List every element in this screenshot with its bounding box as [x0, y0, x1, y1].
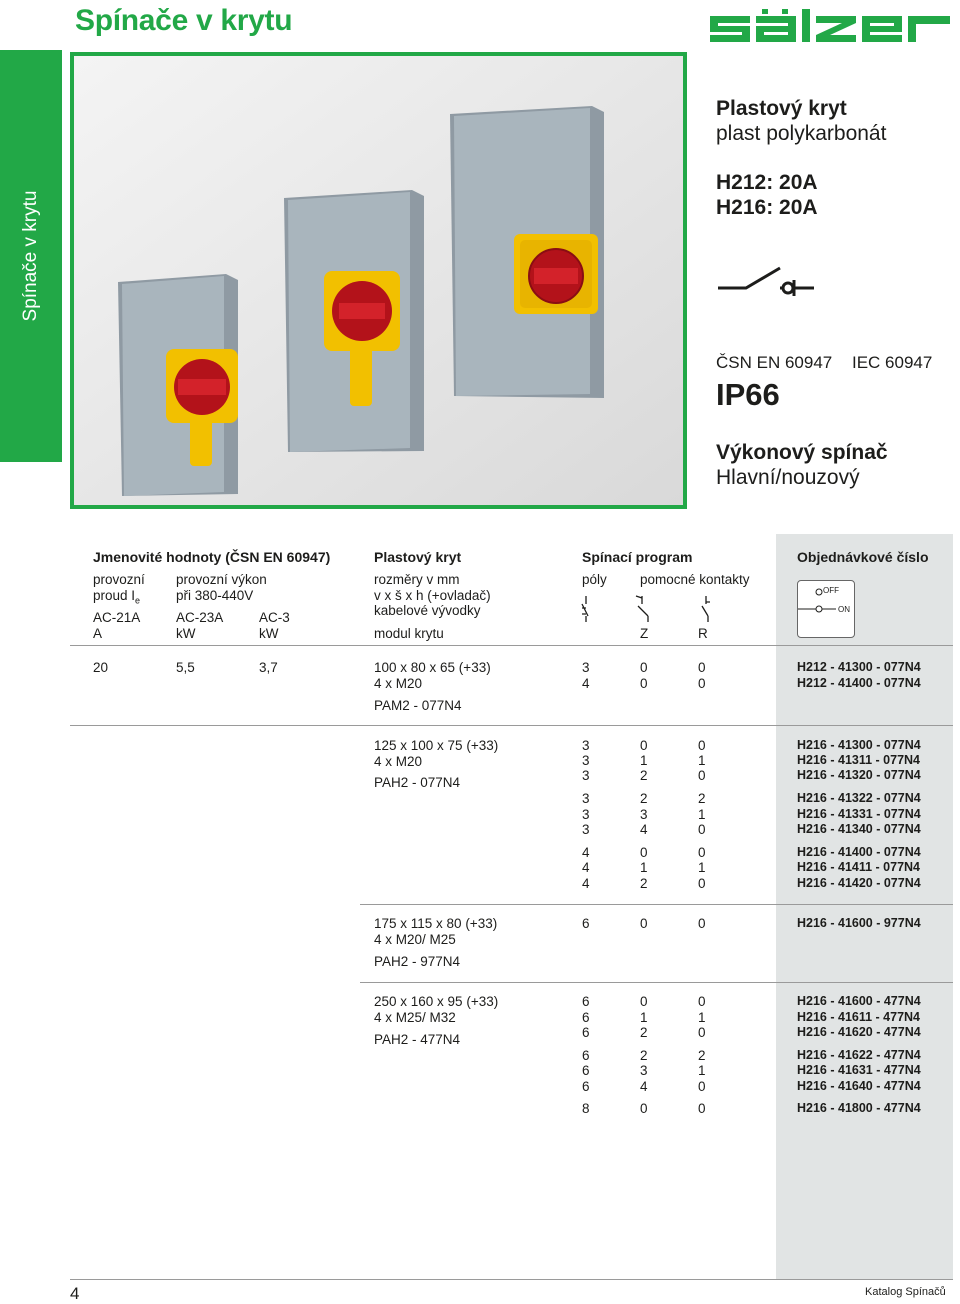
row-aux-z: 1 — [640, 1010, 648, 1025]
unit-kw-ac23: kW — [176, 626, 196, 641]
enclosure-type: Plastový kryt — [716, 97, 847, 120]
subheader-r: R — [698, 626, 708, 641]
subheader-power2: při 380-440V — [176, 588, 254, 603]
row-order-code: H216 - 41631 - 477N4 — [797, 1063, 921, 1077]
row-poles: 3 — [582, 791, 590, 806]
row-order-code: H216 - 41600 - 977N4 — [797, 916, 921, 930]
brand-logo — [708, 8, 953, 44]
unit-kw-ac3: kW — [259, 626, 279, 641]
ip-rating: IP66 — [716, 377, 780, 412]
row-poles: 6 — [582, 1025, 590, 1040]
row-poles: 4 — [582, 876, 590, 891]
row-order-code: H216 - 41300 - 077N4 — [797, 738, 921, 752]
header-divider — [70, 645, 953, 646]
subheader-dims3: kabelové vývodky — [374, 603, 481, 618]
footer-catalog: Katalog Spínačů — [865, 1286, 946, 1298]
row-poles: 8 — [582, 1101, 590, 1116]
sidebar-label: Spínače v krytu — [20, 190, 41, 322]
row-aux-r: 1 — [698, 753, 706, 768]
row-aux-r: 0 — [698, 916, 706, 931]
row-aux-r: 1 — [698, 1010, 706, 1025]
row-aux-r: 0 — [698, 822, 706, 837]
switch-symbol-icon — [716, 262, 816, 302]
row-aux-z: 0 — [640, 845, 648, 860]
footer-divider — [70, 1279, 953, 1280]
page-title: Spínače v krytu — [75, 4, 293, 37]
row-aux-z: 2 — [640, 1048, 648, 1063]
row-poles: 4 — [582, 860, 590, 875]
group-divider-2 — [360, 904, 953, 905]
subheader-ac3: AC-3 — [259, 610, 290, 625]
group1-dims: 100 x 80 x 65 (+33) — [374, 660, 491, 675]
rating-h216: H216: 20A — [716, 196, 818, 219]
row-order-code: H216 - 41331 - 077N4 — [797, 807, 921, 821]
row-order-code: H216 - 41420 - 077N4 — [797, 876, 921, 890]
group3-glands: 4 x M20/ M25 — [374, 932, 456, 947]
row-aux-z: 0 — [640, 1101, 648, 1116]
header-order: Objednávkové číslo — [797, 549, 929, 565]
group-divider-1 — [70, 725, 953, 726]
group2-glands: 4 x M20 — [374, 754, 423, 769]
row-aux-z: 4 — [640, 822, 648, 837]
row-poles: 6 — [582, 1063, 590, 1078]
group4-glands: 4 x M25/ M32 — [374, 1010, 456, 1025]
row-poles: 3 — [582, 738, 590, 753]
group-divider-3 — [360, 982, 953, 983]
row-aux-r: 2 — [698, 1048, 706, 1063]
row-poles: 6 — [582, 1048, 590, 1063]
subheader-dims1: rozměry v mm — [374, 572, 460, 587]
off-on-position-icon — [797, 580, 855, 638]
row-aux-z: 0 — [640, 994, 648, 1009]
row-aux-r: 1 — [698, 860, 706, 875]
row-order-code: H212 - 41400 - 077N4 — [797, 676, 921, 690]
subheader-dims2: v x š x h (+ovladač) — [374, 588, 491, 603]
header-enclosure: Plastový kryt — [374, 549, 462, 565]
row-aux-z: 2 — [640, 768, 648, 783]
row-order-code: H216 - 41611 - 477N4 — [797, 1010, 921, 1024]
row-aux-z: 2 — [640, 1025, 648, 1040]
row-aux-r: 0 — [698, 676, 706, 691]
row-order-code: H216 - 41320 - 077N4 — [797, 768, 921, 782]
standard-csn: ČSN EN 60947 — [716, 353, 833, 372]
row-aux-z: 1 — [640, 860, 648, 875]
row-aux-r: 0 — [698, 660, 706, 675]
rated-power-ac3: 3,7 — [259, 660, 278, 675]
subheader-z: Z — [640, 626, 649, 641]
rated-power-ac23: 5,5 — [176, 660, 195, 675]
row-poles: 3 — [582, 807, 590, 822]
row-poles: 6 — [582, 1079, 590, 1094]
row-aux-r: 0 — [698, 738, 706, 753]
row-aux-z: 0 — [640, 660, 648, 675]
subheader-power1: provozní výkon — [176, 572, 267, 587]
subheader-current1: provozní — [93, 572, 145, 587]
rating-h212: H212: 20A — [716, 171, 818, 194]
switch-type: Výkonový spínač — [716, 441, 888, 464]
group3-module: PAH2 - 977N4 — [374, 954, 461, 969]
row-aux-z: 3 — [640, 1063, 648, 1078]
group2-dims: 125 x 100 x 75 (+33) — [374, 738, 499, 753]
row-aux-z: 0 — [640, 916, 648, 931]
subheader-ac21: AC-21A — [93, 610, 141, 625]
group2-module: PAH2 - 077N4 — [374, 775, 461, 790]
unit-a: A — [93, 626, 103, 641]
row-aux-z: 1 — [640, 753, 648, 768]
row-aux-r: 0 — [698, 1101, 706, 1116]
row-order-code: H216 - 41600 - 477N4 — [797, 994, 921, 1008]
row-aux-r: 0 — [698, 845, 706, 860]
page-number: 4 — [70, 1284, 80, 1303]
row-poles: 4 — [582, 676, 590, 691]
row-aux-z: 2 — [640, 791, 648, 806]
row-order-code: H216 - 41622 - 477N4 — [797, 1048, 921, 1062]
group1-glands: 4 x M20 — [374, 676, 423, 691]
contact-symbols-icon — [578, 594, 718, 624]
row-poles: 3 — [582, 660, 590, 675]
row-poles: 6 — [582, 994, 590, 1009]
subheader-dims4: modul krytu — [374, 626, 444, 641]
header-ratings: Jmenovité hodnoty (ČSN EN 60947) — [93, 549, 331, 565]
row-aux-z: 2 — [640, 876, 648, 891]
row-aux-r: 0 — [698, 994, 706, 1009]
row-aux-r: 0 — [698, 876, 706, 891]
row-aux-z: 0 — [640, 676, 648, 691]
row-aux-z: 4 — [640, 1079, 648, 1094]
row-aux-r: 2 — [698, 791, 706, 806]
switch-function: Hlavní/nouzový — [716, 466, 860, 489]
rated-current: 20 — [93, 660, 109, 675]
subheader-poles: póly — [582, 572, 607, 587]
subheader-aux: pomocné kontakty — [640, 572, 750, 587]
row-order-code: H216 - 41620 - 477N4 — [797, 1025, 921, 1039]
subheader-current2: proud $I_e$ — [93, 588, 141, 606]
subheader-current-subscript: e — [135, 595, 141, 606]
group4-module: PAH2 - 477N4 — [374, 1032, 461, 1047]
row-aux-z: 3 — [640, 807, 648, 822]
off-label: OFF — [823, 586, 839, 595]
row-order-code: H216 - 41322 - 077N4 — [797, 791, 921, 805]
row-poles: 3 — [582, 822, 590, 837]
row-poles: 4 — [582, 845, 590, 860]
row-aux-r: 0 — [698, 1025, 706, 1040]
row-poles: 6 — [582, 916, 590, 931]
group3-dims: 175 x 115 x 80 (+33) — [374, 916, 498, 931]
on-label: ON — [838, 605, 850, 614]
row-order-code: H216 - 41340 - 077N4 — [797, 822, 921, 836]
subheader-ac23: AC-23A — [176, 610, 224, 625]
row-order-code: H216 - 41800 - 477N4 — [797, 1101, 921, 1115]
row-order-code: H216 - 41411 - 077N4 — [797, 860, 921, 874]
row-aux-r: 1 — [698, 1063, 706, 1078]
sidebar-section-tab — [0, 50, 62, 462]
group4-dims: 250 x 160 x 95 (+33) — [374, 994, 499, 1009]
enclosure-material: plast polykarbonát — [716, 122, 887, 145]
row-aux-r: 1 — [698, 807, 706, 822]
standard-iec: IEC 60947 — [852, 353, 933, 372]
row-order-code: H216 - 41311 - 077N4 — [797, 753, 921, 767]
row-aux-r: 0 — [698, 768, 706, 783]
row-order-code: H216 - 41640 - 477N4 — [797, 1079, 921, 1093]
row-poles: 3 — [582, 768, 590, 783]
row-order-code: H212 - 41300 - 077N4 — [797, 660, 921, 674]
row-poles: 6 — [582, 1010, 590, 1025]
row-order-code: H216 - 41400 - 077N4 — [797, 845, 921, 859]
row-poles: 3 — [582, 753, 590, 768]
row-aux-r: 0 — [698, 1079, 706, 1094]
group1-module: PAM2 - 077N4 — [374, 698, 462, 713]
header-program: Spínací program — [582, 549, 693, 565]
row-aux-z: 0 — [640, 738, 648, 753]
product-photo — [70, 52, 687, 509]
